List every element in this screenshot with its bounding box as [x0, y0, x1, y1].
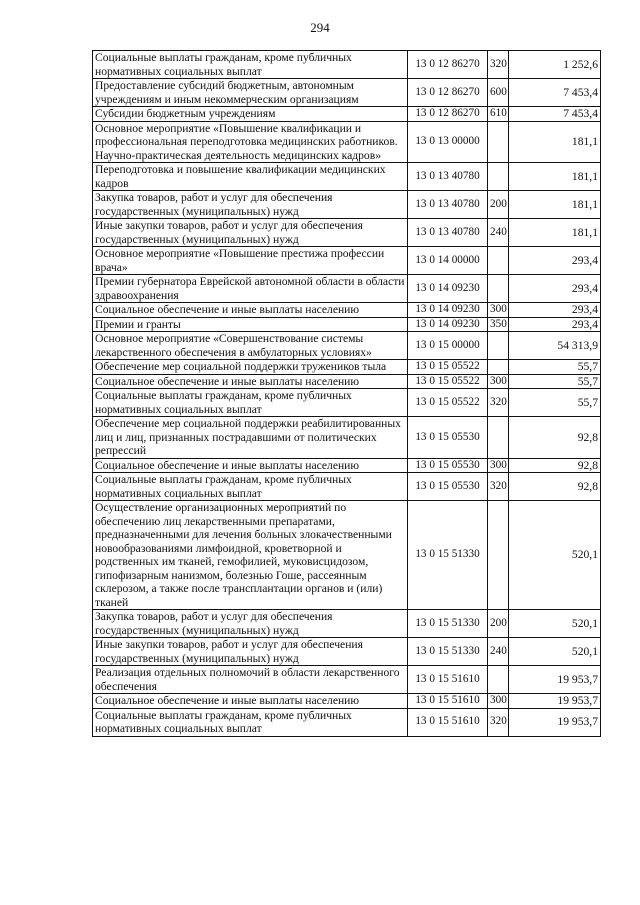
- expense-type-code-cell: 300: [488, 374, 509, 389]
- expense-name-cell: Премии губернатора Еврейской автономной области в области здравоохранения: [93, 275, 408, 303]
- target-article-code-cell: 13 0 13 40780: [408, 191, 488, 219]
- expense-type-code-cell: 300: [488, 458, 509, 473]
- table-row: [93, 666, 601, 694]
- target-article-code-cell: 13 0 15 51610: [408, 708, 488, 736]
- expense-type-code-cell: 300: [488, 694, 509, 709]
- budget-table: [92, 50, 601, 737]
- amount-cell: 19 953,7: [509, 666, 601, 694]
- expense-type-code-cell: 200: [488, 191, 509, 219]
- amount-cell: 55,7: [509, 389, 601, 417]
- amount-cell: 520,1: [509, 610, 601, 638]
- target-article-code-cell: 13 0 12 86270: [408, 107, 488, 122]
- target-article-code-cell: 13 0 15 51330: [408, 610, 488, 638]
- amount-cell: 1 252,6: [509, 51, 601, 79]
- expense-name-cell: Социальные выплаты гражданам, кроме публичных нормативных социальных выплат: [93, 51, 408, 79]
- expense-type-code-cell: 600: [488, 79, 509, 107]
- amount-cell: 19 953,7: [509, 694, 601, 709]
- amount-cell: 54 313,9: [509, 332, 601, 360]
- table-row: [93, 275, 601, 303]
- table-row: [93, 694, 601, 709]
- amount-cell: 92,8: [509, 458, 601, 473]
- expense-type-code-cell: [488, 666, 509, 694]
- expense-name-cell: Предоставление субсидий бюджетным, автономным учреждениям и иным некоммерческим организациям: [93, 79, 408, 107]
- amount-cell: 293,4: [509, 275, 601, 303]
- target-article-code-cell: 13 0 12 86270: [408, 51, 488, 79]
- target-article-code-cell: 13 0 15 05530: [408, 458, 488, 473]
- expense-type-code-cell: 200: [488, 610, 509, 638]
- table-row: [93, 317, 601, 332]
- expense-name-cell: Социальные выплаты гражданам, кроме публичных нормативных социальных выплат: [93, 708, 408, 736]
- table-row: [93, 417, 601, 459]
- expense-name-cell: Основное мероприятие «Повышение престижа профессии врача»: [93, 247, 408, 275]
- expense-name-cell: Социальные выплаты гражданам, кроме публичных нормативных социальных выплат: [93, 473, 408, 501]
- expense-name-cell: Основное мероприятие «Совершенствование системы лекарственного обеспечения в амбулаторных условиях»: [93, 332, 408, 360]
- table-row: [93, 191, 601, 219]
- expense-type-code-cell: 610: [488, 107, 509, 122]
- amount-cell: 293,4: [509, 303, 601, 318]
- expense-name-cell: Закупка товаров, работ и услуг для обеспечения государственных (муниципальных) нужд: [93, 191, 408, 219]
- expense-type-code-cell: [488, 417, 509, 459]
- amount-cell: 92,8: [509, 473, 601, 501]
- target-article-code-cell: 13 0 15 00000: [408, 332, 488, 360]
- table-row: [93, 638, 601, 666]
- table-row: [93, 360, 601, 375]
- expense-name-cell: Обеспечение мер социальной поддержки тружеников тыла: [93, 360, 408, 375]
- target-article-code-cell: 13 0 13 40780: [408, 219, 488, 247]
- amount-cell: 293,4: [509, 247, 601, 275]
- target-article-code-cell: 13 0 15 51610: [408, 666, 488, 694]
- table-row: [93, 374, 601, 389]
- amount-cell: 181,1: [509, 191, 601, 219]
- expense-name-cell: Реализация отдельных полномочий в области лекарственного обеспечения: [93, 666, 408, 694]
- table-row: [93, 51, 601, 79]
- expense-type-code-cell: [488, 501, 509, 610]
- amount-cell: 55,7: [509, 374, 601, 389]
- table-row: [93, 708, 601, 736]
- target-article-code-cell: 13 0 15 05522: [408, 389, 488, 417]
- amount-cell: 293,4: [509, 317, 601, 332]
- expense-name-cell: Социальное обеспечение и иные выплаты населению: [93, 374, 408, 389]
- expense-name-cell: Иные закупки товаров, работ и услуг для обеспечения государственных (муниципальных) нужд: [93, 219, 408, 247]
- expense-type-code-cell: 240: [488, 638, 509, 666]
- target-article-code-cell: 13 0 15 51610: [408, 694, 488, 709]
- amount-cell: 92,8: [509, 417, 601, 459]
- target-article-code-cell: 13 0 15 05522: [408, 360, 488, 375]
- target-article-code-cell: 13 0 12 86270: [408, 79, 488, 107]
- amount-cell: 19 953,7: [509, 708, 601, 736]
- expense-type-code-cell: [488, 332, 509, 360]
- target-article-code-cell: 13 0 15 51330: [408, 501, 488, 610]
- table-row: [93, 389, 601, 417]
- amount-cell: 55,7: [509, 360, 601, 375]
- amount-cell: 7 453,4: [509, 107, 601, 122]
- table-row: [93, 107, 601, 122]
- target-article-code-cell: 13 0 13 40780: [408, 163, 488, 191]
- expense-type-code-cell: [488, 163, 509, 191]
- table-row: [93, 303, 601, 318]
- target-article-code-cell: 13 0 14 00000: [408, 247, 488, 275]
- table-row: [93, 219, 601, 247]
- target-article-code-cell: 13 0 14 09230: [408, 275, 488, 303]
- expense-name-cell: Обеспечение мер социальной поддержки реабилитированных лиц и лиц, признанных пострадавшими от политических репрессий: [93, 417, 408, 459]
- table-row: [93, 501, 601, 610]
- table-row: [93, 247, 601, 275]
- table-row: [93, 332, 601, 360]
- target-article-code-cell: 13 0 15 05530: [408, 417, 488, 459]
- expense-type-code-cell: [488, 247, 509, 275]
- expense-type-code-cell: 240: [488, 219, 509, 247]
- expense-type-code-cell: [488, 275, 509, 303]
- expense-name-cell: Переподготовка и повышение квалификации медицинских кадров: [93, 163, 408, 191]
- expense-name-cell: Социальное обеспечение и иные выплаты населению: [93, 458, 408, 473]
- expense-type-code-cell: 320: [488, 473, 509, 501]
- budget-table-body: [93, 51, 601, 737]
- expense-name-cell: Основное мероприятие «Повышение квалификации и профессиональная переподготовка медицинских работников. Научно-практическая деятельность медицинских кадров»: [93, 121, 408, 163]
- target-article-code-cell: 13 0 15 51330: [408, 638, 488, 666]
- expense-name-cell: Иные закупки товаров, работ и услуг для обеспечения государственных (муниципальных) нужд: [93, 638, 408, 666]
- amount-cell: 181,1: [509, 219, 601, 247]
- target-article-code-cell: 13 0 15 05530: [408, 473, 488, 501]
- amount-cell: 181,1: [509, 121, 601, 163]
- table-row: [93, 473, 601, 501]
- expense-type-code-cell: 320: [488, 389, 509, 417]
- amount-cell: 7 453,4: [509, 79, 601, 107]
- expense-name-cell: Социальные выплаты гражданам, кроме публичных нормативных социальных выплат: [93, 389, 408, 417]
- target-article-code-cell: 13 0 15 05522: [408, 374, 488, 389]
- expense-type-code-cell: [488, 360, 509, 375]
- expense-type-code-cell: 320: [488, 708, 509, 736]
- table-row: [93, 79, 601, 107]
- target-article-code-cell: 13 0 14 09230: [408, 317, 488, 332]
- expense-name-cell: Социальное обеспечение и иные выплаты населению: [93, 303, 408, 318]
- expense-name-cell: Премии и гранты: [93, 317, 408, 332]
- amount-cell: 520,1: [509, 501, 601, 610]
- expense-type-code-cell: [488, 121, 509, 163]
- expense-type-code-cell: 320: [488, 51, 509, 79]
- amount-cell: 520,1: [509, 638, 601, 666]
- expense-type-code-cell: 350: [488, 317, 509, 332]
- table-row: [93, 163, 601, 191]
- target-article-code-cell: 13 0 14 09230: [408, 303, 488, 318]
- expense-name-cell: Субсидии бюджетным учреждениям: [93, 107, 408, 122]
- expense-type-code-cell: 300: [488, 303, 509, 318]
- expense-name-cell: Социальное обеспечение и иные выплаты населению: [93, 694, 408, 709]
- expense-name-cell: Закупка товаров, работ и услуг для обеспечения государственных (муниципальных) нужд: [93, 610, 408, 638]
- amount-cell: 181,1: [509, 163, 601, 191]
- page-number: 294: [310, 20, 330, 35]
- table-row: [93, 610, 601, 638]
- table-row: [93, 121, 601, 163]
- expense-name-cell: Осуществление организационных мероприятий по обеспечению лиц лекарственными препаратами, предназначенными для лечения больных злокачественными новообразованиями лимфоидной, кроветворной и родственных им тканей, гемофилией, муковисцидозом, гипофизарным нанизмом, болезнью Гоше, рассеянным склерозом, а также после трансплантации органов и (или) тканей: [93, 501, 408, 610]
- target-article-code-cell: 13 0 13 00000: [408, 121, 488, 163]
- table-row: [93, 458, 601, 473]
